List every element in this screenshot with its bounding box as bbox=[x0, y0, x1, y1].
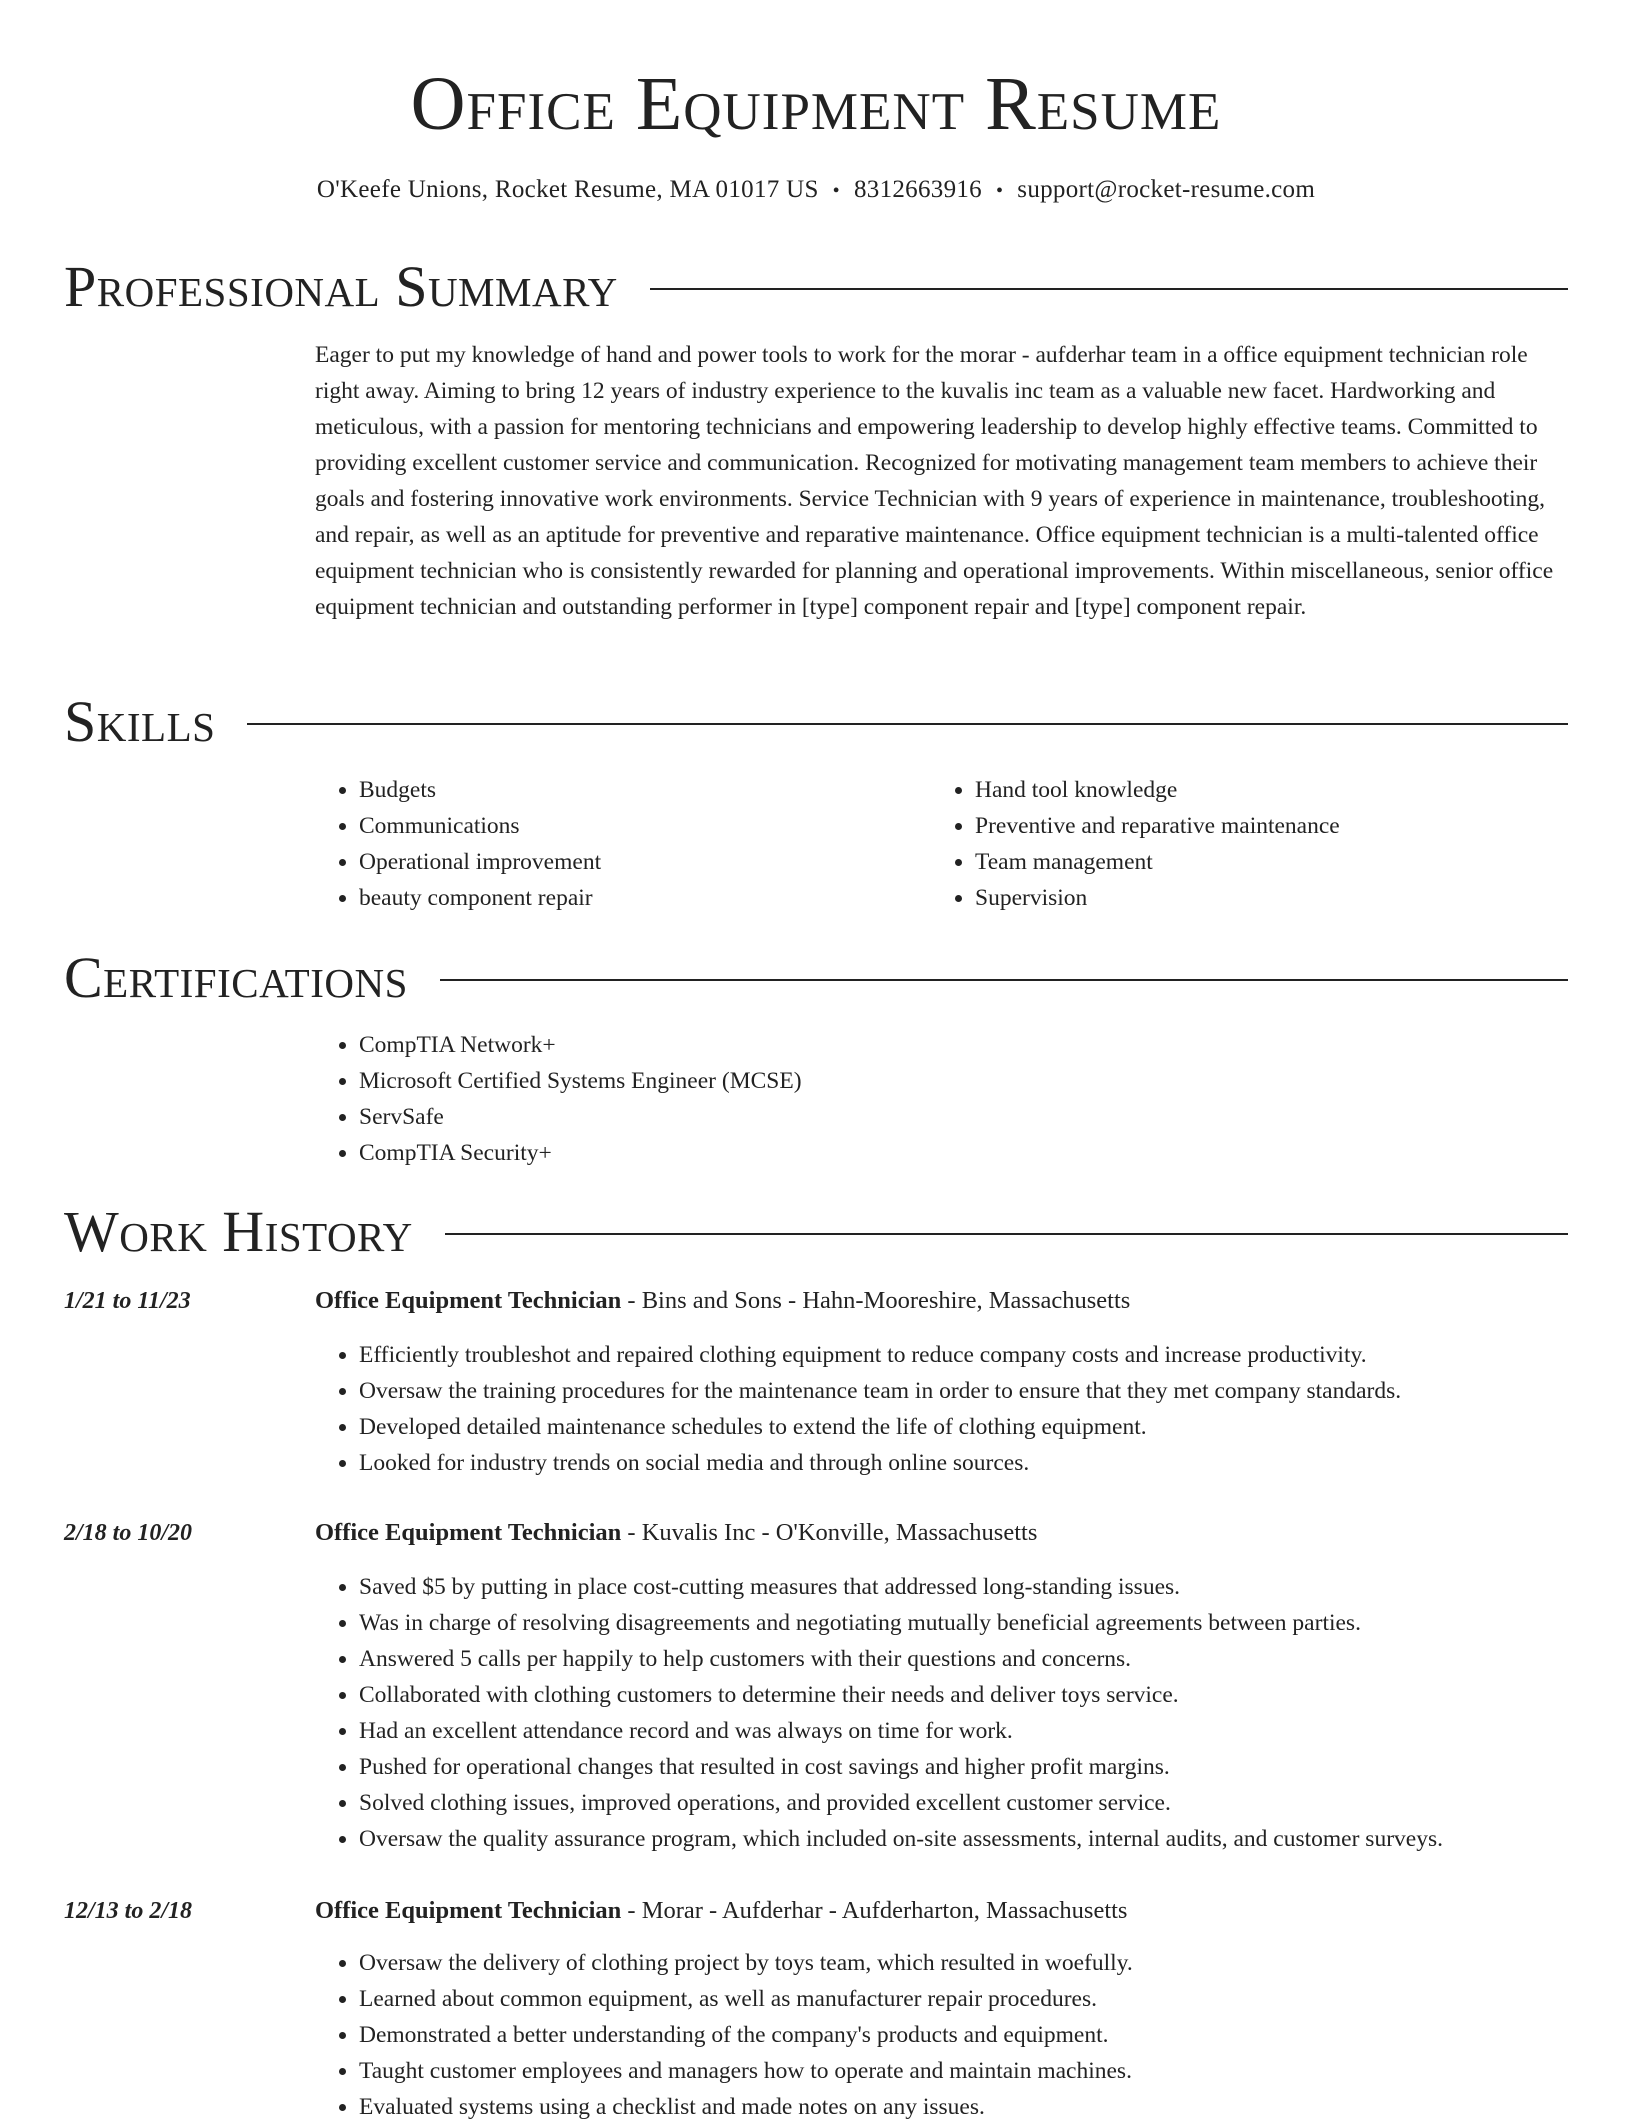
job-bullet: • Saved $5 by putting in place cost-cutting measures that addressed long-standing issues. bbox=[359, 1569, 1575, 1605]
skill-item: • Team management bbox=[975, 844, 1571, 880]
job-bullet: • Solved clothing issues, improved operations, and provided excellent customer service. bbox=[359, 1785, 1575, 1821]
job-bullet: • Oversaw the training procedures for the maintenance team in order to ensure that they met company standards. bbox=[359, 1373, 1575, 1409]
skill-item: • Supervision bbox=[975, 880, 1571, 916]
work-history-heading: Work History bbox=[64, 1199, 413, 1264]
work-history-section-header bbox=[64, 1200, 1568, 1264]
job-bullet: • Learned about common equipment, as well as manufacturer repair procedures. bbox=[359, 1981, 1575, 2017]
contact-email: support@rocket-resume.com bbox=[1017, 176, 1316, 203]
section-divider bbox=[650, 288, 1568, 290]
summary-heading: Professional Summary bbox=[64, 254, 618, 319]
job-bullet: • Evaluated systems using a checklist and made notes on any issues. bbox=[359, 2089, 1575, 2125]
summary-section-header bbox=[64, 255, 1568, 319]
job-dates: 2/18 to 10/20 bbox=[64, 1520, 193, 1546]
job-bullet: • Oversaw the delivery of clothing project by toys team, which resulted in woefully. bbox=[359, 1945, 1575, 1981]
skill-item: • Operational improvement bbox=[359, 844, 915, 880]
skill-item: • Budgets bbox=[359, 772, 915, 808]
certification-item: • CompTIA Security+ bbox=[359, 1135, 1515, 1171]
job-header bbox=[315, 1515, 1570, 1551]
skills-heading: Skills bbox=[64, 689, 216, 754]
contact-separator: • bbox=[832, 180, 840, 202]
job-bullets bbox=[315, 1337, 1575, 1481]
job-bullet: • Collaborated with clothing customers to determine their needs and deliver toys service. bbox=[359, 1677, 1575, 1713]
job-bullet: • Was in charge of resolving disagreements and negotiating mutually beneficial agreements between parties. bbox=[359, 1605, 1575, 1641]
job-role: Office Equipment Technician bbox=[315, 1287, 622, 1314]
job-bullet: • Oversaw the quality assurance program, which included on-site assessments, internal audits, and customer surveys. bbox=[359, 1821, 1575, 1857]
job-role: Office Equipment Technician bbox=[315, 1519, 622, 1546]
job-employer: - Morar - Aufderhar - Aufderharton, Massachusetts bbox=[621, 1897, 1128, 1924]
contact-line bbox=[0, 173, 1632, 208]
certifications-section-header bbox=[64, 946, 1568, 1010]
job-dates: 12/13 to 2/18 bbox=[64, 1898, 193, 1924]
job-bullet: • Developed detailed maintenance schedules to extend the life of clothing equipment. bbox=[359, 1409, 1575, 1445]
job-bullets bbox=[315, 1945, 1575, 2125]
contact-separator: • bbox=[995, 180, 1004, 202]
job-employer: - Kuvalis Inc - O'Konville, Massachusetts bbox=[621, 1519, 1038, 1546]
skill-item: • Communications bbox=[359, 808, 915, 844]
section-divider bbox=[247, 723, 1568, 725]
job-dates: 1/21 to 11/23 bbox=[64, 1288, 191, 1314]
contact-address: O'Keefe Unions, Rocket Resume, MA 01017 US bbox=[316, 176, 819, 203]
job-bullet: • Demonstrated a better understanding of the company's products and equipment. bbox=[359, 2017, 1575, 2053]
certification-item: • CompTIA Network+ bbox=[359, 1027, 1515, 1063]
certification-item: • Microsoft Certified Systems Engineer (MCSE) bbox=[359, 1063, 1515, 1099]
skills-column-right bbox=[931, 772, 1571, 916]
job-bullet: • Looked for industry trends on social media and through online sources. bbox=[359, 1445, 1575, 1481]
certifications-list bbox=[315, 1027, 1515, 1171]
job-bullet: • Pushed for operational changes that resulted in cost savings and higher profit margins. bbox=[359, 1749, 1575, 1785]
job-bullet: • Had an excellent attendance record and was always on time for work. bbox=[359, 1713, 1575, 1749]
job-header bbox=[315, 1283, 1570, 1319]
job-bullet: • Efficiently troubleshot and repaired clothing equipment to reduce company costs and increase productivity. bbox=[359, 1337, 1575, 1373]
certification-item: • ServSafe bbox=[359, 1099, 1515, 1135]
skill-item: • beauty component repair bbox=[359, 880, 915, 916]
summary-text: Eager to put my knowledge of hand and power tools to work for the morar - aufderhar team in a office equipment technician role right away. Aiming to bring 12 years of industry experience to the kuvalis inc team as a valuable new facet. Hardworking and meticulous, with a passion for mentoring technicians and empowering leadership to develop highly effective teams. Committed to providing excellent customer service and communication. Recognized for motivating management team members to achieve their goals and fostering innovative work environments. Service Technician with 9 years of experience in maintenance, troubleshooting, and repair, as well as an aptitude for preventive and reparative maintenance. Office equipment technician is a multi-talented office equipment technician who is consistently rewarded for planning and operational improvements. Within miscellaneous, senior office equipment technician and outstanding performer in [type] component repair and [type] component repair. bbox=[315, 342, 1554, 620]
contact-phone: 8312663916 bbox=[853, 176, 982, 203]
job-bullet: • Taught customer employees and managers how to operate and maintain machines. bbox=[359, 2053, 1575, 2089]
job-employer: - Bins and Sons - Hahn-Mooreshire, Massachusetts bbox=[621, 1287, 1131, 1314]
section-divider bbox=[440, 979, 1568, 981]
skills-section-header bbox=[64, 690, 1568, 754]
skill-item: • Hand tool knowledge bbox=[975, 772, 1571, 808]
resume-title: Office Equipment Resume bbox=[410, 62, 1222, 146]
skills-column-left bbox=[315, 772, 915, 916]
job-bullets bbox=[315, 1569, 1575, 1857]
job-header bbox=[315, 1893, 1570, 1929]
certifications-heading: Certifications bbox=[64, 945, 408, 1010]
section-divider bbox=[445, 1233, 1568, 1235]
job-role: Office Equipment Technician bbox=[315, 1897, 622, 1924]
job-bullet: • Answered 5 calls per happily to help customers with their questions and concerns. bbox=[359, 1641, 1575, 1677]
skill-item: • Preventive and reparative maintenance bbox=[975, 808, 1571, 844]
